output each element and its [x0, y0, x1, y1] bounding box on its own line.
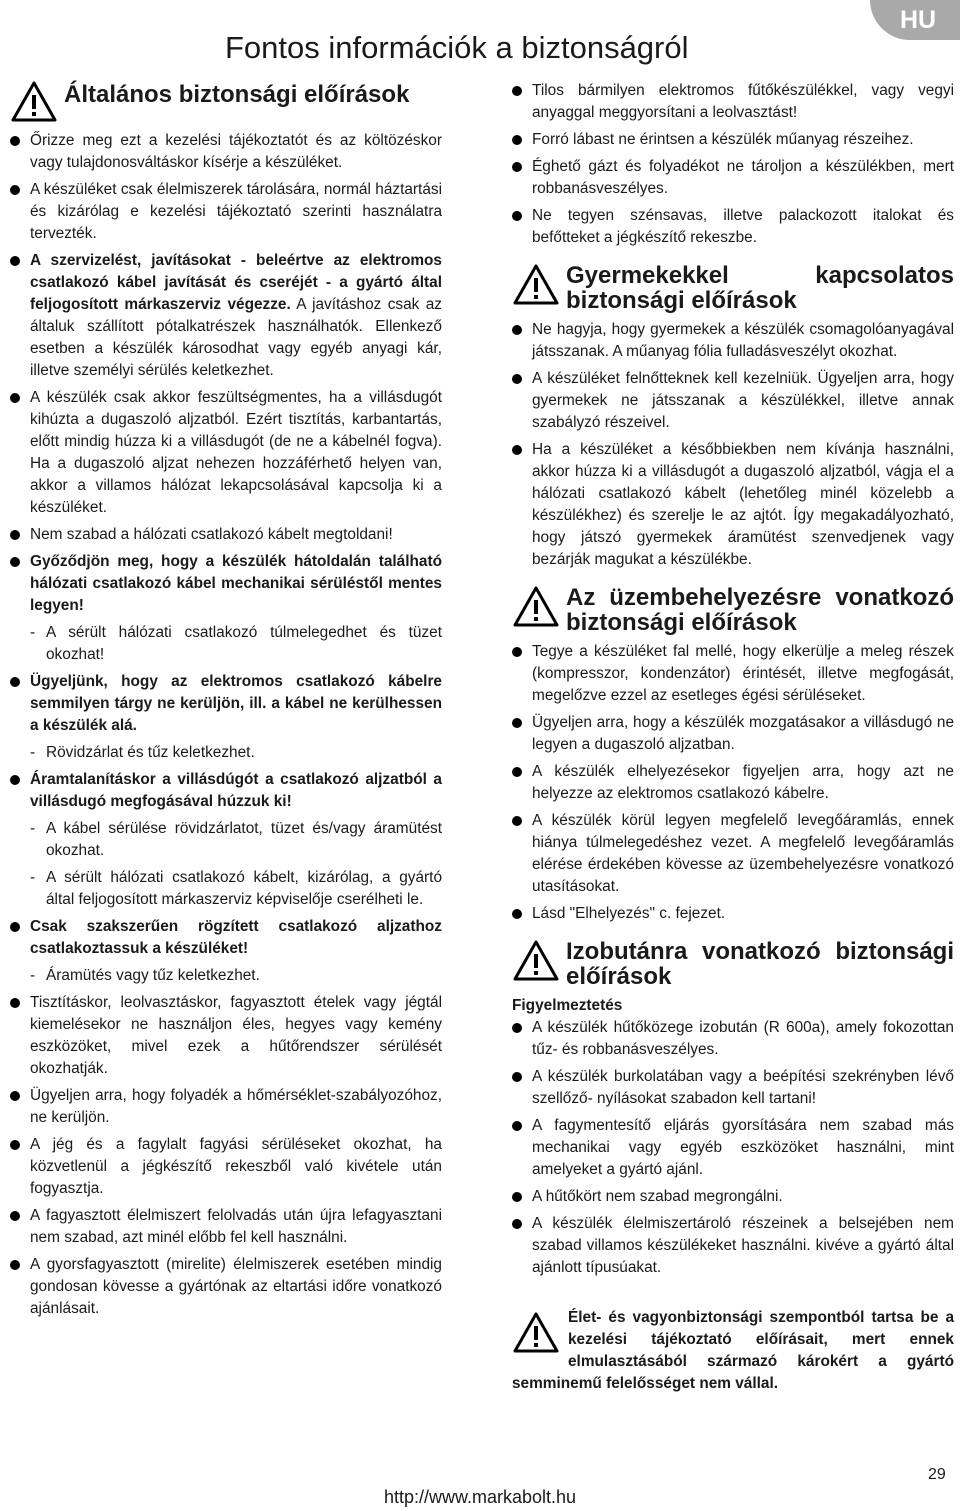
list-item-text: Tisztításkor, leolvasztáskor, fagyasztott ételek vagy jégtál kiemelésekor ne használjon éles, hegyes vagy kemény eszközöket, mivel ezek a hűtőrendszer sérülését okozhatják. — [30, 994, 442, 1077]
list-item — [512, 1017, 954, 1061]
bullet-dot-icon — [512, 647, 522, 657]
list-item-text: Ne hagyja, hogy gyermekek a készülék csomagolóanyagával játsszanak. A műanyag fólia fulladásveszélyt okozhat. — [532, 321, 954, 360]
bullet-dot-icon — [512, 86, 522, 96]
language-code: HU — [899, 5, 937, 34]
dash-marker: - — [30, 869, 36, 886]
list-item — [10, 551, 442, 617]
list-item-text: A készüléket csak élelmiszerek tárolására, normál háztartási és kizárólag e kezelési tájékoztató szerinti használatra tervezték. — [30, 181, 442, 242]
intro-safety-list — [512, 80, 954, 249]
dash-marker: - — [30, 820, 36, 837]
list-item-text: Tilos bármilyen elektromos fűtőkészülékkel, vagy vegyi anyaggal meggyorsítani a leolvasztást! — [532, 82, 954, 121]
list-item — [10, 992, 442, 1080]
list-item-text: Ne tegyen szénsavas, illetve palackozott italokat és befőtteket a jégkészítő rekeszbe. — [532, 207, 954, 246]
section-header-isobutane — [512, 939, 954, 989]
list-item-text: Ügyeljen arra, hogy a készülék mozgatásakor a villásdugó ne legyen a dugaszoló aljzatban. — [532, 714, 954, 753]
list-item-text: A készüléket felnőtteknek kell kezelniük. Ügyeljen arra, hogy gyermekek ne játsszanak a készülékkel, illetve annak szabályzó részeivel. — [532, 370, 954, 431]
bullet-dot-icon — [10, 1211, 20, 1221]
warning-triangle-icon — [512, 263, 560, 307]
list-item — [512, 1186, 954, 1208]
dash-marker: - — [30, 744, 36, 761]
bullet-dot-icon — [10, 1091, 20, 1101]
list-item — [512, 1115, 954, 1181]
bullet-dot-icon — [512, 162, 522, 172]
section-title-isobutane: Izobutánra vonatkozó biztonsági előírások — [566, 938, 954, 990]
section-header-general — [10, 80, 442, 124]
section-title-children: Gyermekekkel kapcsolatos biztonsági előírások — [566, 262, 954, 314]
children-safety-list — [512, 319, 954, 571]
list-item-text: Áramütés vagy tűz keletkezhet. — [46, 967, 260, 984]
bullet-dot-icon — [10, 530, 20, 540]
list-item-text: A készülék elhelyezésekor figyeljen arra, hogy azt ne helyezze az elektromos csatlakozó kábelre. — [532, 763, 954, 802]
warning-triangle-icon — [512, 1311, 560, 1355]
list-item-text: Ha a készüléket a későbbiekben nem kívánja használni, akkor húzza ki a villásdugót a dugaszoló aljzatból, vágja el a hálózati csatlakozó kábelt (lehetőleg minél közelebb a készülékhez) és szerelje le az ajtót. Így megakadályozható, hogy játszó gyermekek áramütést szenvedjenek vagy bezárják magukat a készülékbe. — [532, 441, 954, 568]
bullet-dot-icon — [512, 1023, 522, 1033]
list-item-text: A kábel sérülése rövidzárlatot, tüzet és/vagy áramütést okozhat. — [46, 820, 442, 859]
list-item — [10, 1205, 442, 1249]
bullet-dot-icon — [512, 1192, 522, 1202]
list-item — [10, 867, 442, 911]
list-item — [10, 818, 442, 862]
bullet-dot-icon — [10, 775, 20, 785]
list-item — [512, 129, 954, 151]
list-item — [512, 641, 954, 707]
list-item — [512, 205, 954, 249]
bullet-dot-icon — [512, 325, 522, 335]
bullet-dot-icon — [10, 185, 20, 195]
section-header-children — [512, 263, 954, 313]
list-item-text: A sérült hálózati csatlakozó túlmelegedhet és tüzet okozhat! — [46, 624, 442, 663]
list-item — [512, 712, 954, 756]
bullet-dot-icon — [10, 393, 20, 403]
list-item — [10, 916, 442, 960]
list-item — [10, 1134, 442, 1200]
list-item — [512, 156, 954, 200]
list-item-text: Csak szakszerűen rögzített csatlakozó aljzathoz csatlakoztassuk a készüléket! — [30, 918, 442, 957]
bullet-dot-icon — [512, 135, 522, 145]
bullet-dot-icon — [10, 922, 20, 932]
final-warning-text: Élet- és vagyonbiztonsági szempontból tartsa be a kezelési tájékoztató előírásait, mert ennek elmulasztásából származó károkért a gyártó semminemű felelősséget nem vállal. — [512, 1309, 954, 1392]
section-header-installation — [512, 585, 954, 635]
bullet-dot-icon — [512, 374, 522, 384]
list-item-text: A szervizelést, javításokat - beleértve az elektromos csatlakozó kábel javítását és cseréjét - a gyártó által feljogosított márkaszerviz végezze. — [30, 252, 442, 313]
list-item — [10, 250, 442, 382]
list-item — [512, 761, 954, 805]
list-item-text: A fagyasztott élelmiszert felolvadás után újra lefagyasztani nem szabad, azt minél előbb fel kell használni. — [30, 1207, 442, 1246]
list-item — [512, 319, 954, 363]
page-title: Fontos információk a biztonságról — [225, 30, 689, 65]
section-title-general: Általános biztonsági előírások — [64, 81, 410, 108]
list-item-text: A készülék burkolatában vagy a beépítési szekrényben lévő szellőző- nyílásokat szabadon kell tartani! — [532, 1068, 954, 1107]
bullet-dot-icon — [512, 1072, 522, 1082]
warning-subheading: Figyelmeztetés — [512, 997, 623, 1014]
bullet-dot-icon — [10, 557, 20, 567]
list-item-text: A készülék hűtőközege izobután (R 600a), amely fokozottan tűz- és robbanásveszélyes. — [532, 1019, 954, 1058]
list-item-text: A készülék élelmiszertároló részeinek a belsejében nem szabad villamos készülékeket használni. kivéve a gyártó által ajánlott típusúakat. — [532, 1215, 954, 1276]
final-warning — [512, 1307, 954, 1395]
warning-triangle-icon — [512, 585, 560, 629]
list-item — [512, 1066, 954, 1110]
list-item — [10, 622, 442, 666]
warning-triangle-icon — [10, 80, 58, 124]
list-item-text: Lásd "Elhelyezés" c. fejezet. — [532, 905, 726, 922]
list-item — [512, 1213, 954, 1279]
bullet-dot-icon — [10, 1140, 20, 1150]
list-item — [10, 769, 442, 813]
bullet-dot-icon — [512, 445, 522, 455]
list-item-text: Győződjön meg, hogy a készülék hátoldalán található hálózati csatlakozó kábel mechanikai sérüléstől mentes legyen! — [30, 553, 442, 614]
list-item — [10, 130, 442, 174]
list-item-text: Rövidzárlat és tűz keletkezhet. — [46, 744, 255, 761]
bullet-dot-icon — [512, 211, 522, 221]
bullet-dot-icon — [10, 1260, 20, 1270]
bullet-dot-icon — [512, 1219, 522, 1229]
list-item — [512, 903, 954, 925]
list-item-text: Ügyeljen arra, hogy folyadék a hőmérséklet-szabályozóhoz, ne kerüljön. — [30, 1087, 442, 1126]
list-item — [512, 439, 954, 571]
list-item-text: Ügyeljünk, hogy az elektromos csatlakozó kábelre semmilyen tárgy ne kerüljön, ill. a kábel ne kerülhessen a készülék alá. — [30, 673, 442, 734]
list-item-text: A javításhoz csak az általuk szállított pótalkatrészek használhatók. Ellenkező esetben a készülék károsodhat vagy egyéb anyagi kár, illetve személyi sérülés keletkezhet. — [30, 296, 442, 379]
dash-marker: - — [30, 967, 36, 984]
list-item — [10, 387, 442, 519]
bullet-dot-icon — [512, 909, 522, 919]
list-item-text: Áramtalanításkor a villásdúgót a csatlakozó aljzatból a villásdugó megfogásával húzzuk ki! — [30, 771, 442, 810]
list-item — [10, 742, 442, 764]
list-item-text: Forró lábast ne érintsen a készülék műanyag részeihez. — [532, 131, 914, 148]
list-item-text: A sérült hálózati csatlakozó kábelt, kizárólag, a gyártó által feljogosított márkaszerviz képviselője cserélheti le. — [46, 869, 442, 908]
list-item — [10, 965, 442, 987]
bullet-dot-icon — [10, 256, 20, 266]
bullet-dot-icon — [512, 1121, 522, 1131]
list-item-text: A jég és a fagylalt fagyási sérüléseket okozhat, ha közvetlenül a jégkészítő rekeszből való kivétele után fogyasztja. — [30, 1136, 442, 1197]
page-number: 29 — [928, 1466, 946, 1483]
list-item — [10, 179, 442, 245]
warning-triangle-icon — [512, 939, 560, 983]
list-item-text: A hűtőkört nem szabad megrongálni. — [532, 1188, 783, 1205]
section-title-installation: Az üzembehelyezésre vonatkozó biztonsági előírások — [566, 584, 954, 636]
list-item-text: Éghető gázt és folyadékot ne tároljon a készülékben, mert robbanásveszélyes. — [532, 158, 954, 197]
list-item-text: Őrizze meg ezt a kezelési tájékoztatót és az költözéskor vagy tulajdonosváltáskor kísérje a készüléket. — [30, 132, 442, 171]
list-item — [512, 810, 954, 898]
list-item-text: A fagymentesítő eljárás gyorsítására nem szabad más mechanikai vagy egyéb eszközöket használni, mint amelyeket a gyártó ajánl. — [532, 1117, 954, 1178]
list-item — [512, 80, 954, 124]
installation-safety-list — [512, 641, 954, 925]
list-item-text: Tegye a készüléket fal mellé, hogy elkerülje a meleg részek (kompresszor, kondenzátor) érintését, illetve megfogását, megelőzve ezzel az esetleges égési sérüléseket. — [532, 643, 954, 704]
list-item-text: A készülék körül legyen megfelelő levegőáramlás, ennek hiánya túlmelegedéshez vezet. A megfelelő levegőáramlás elérése érdekében kövesse az üzembehelyezésre vonatkozó utasításokat. — [532, 812, 954, 895]
dash-marker: - — [30, 624, 36, 641]
bullet-dot-icon — [512, 718, 522, 728]
list-item — [512, 368, 954, 434]
left-column — [10, 80, 442, 1325]
general-safety-list — [10, 130, 442, 1320]
list-item — [10, 1085, 442, 1129]
list-item-text: A gyorsfagyasztott (mirelite) élelmiszerek esetében mindig gondosan kövesse a gyártónak az eltartási időre vonatkozó ajánlásait. — [30, 1256, 442, 1317]
list-item — [10, 524, 442, 546]
language-badge — [870, 0, 960, 40]
bullet-dot-icon — [10, 998, 20, 1008]
list-item — [10, 671, 442, 737]
list-item-text: A készülék csak akkor feszültségmentes, ha a villásdugót kihúzta a dugaszoló aljzatból. Ezért tisztítás, karbantartás, előtt mindig húzza ki a villásdugót (de ne a kábelnél fogva). Ha a dugaszoló aljzat nehezen hozzáférhető helyen van, akkor a villamos hálózat lekapcsolásával kapcsolja ki a készüléket. — [30, 389, 442, 516]
isobutane-safety-list — [512, 1017, 954, 1279]
bullet-dot-icon — [10, 136, 20, 146]
bullet-dot-icon — [512, 816, 522, 826]
list-item — [10, 1254, 442, 1320]
bullet-dot-icon — [512, 767, 522, 777]
footer-url: http://www.markabolt.hu — [383, 1487, 577, 1507]
list-item-text: Nem szabad a hálózati csatlakozó kábelt megtoldani! — [30, 526, 393, 543]
bullet-dot-icon — [10, 677, 20, 687]
right-column — [512, 80, 954, 1395]
